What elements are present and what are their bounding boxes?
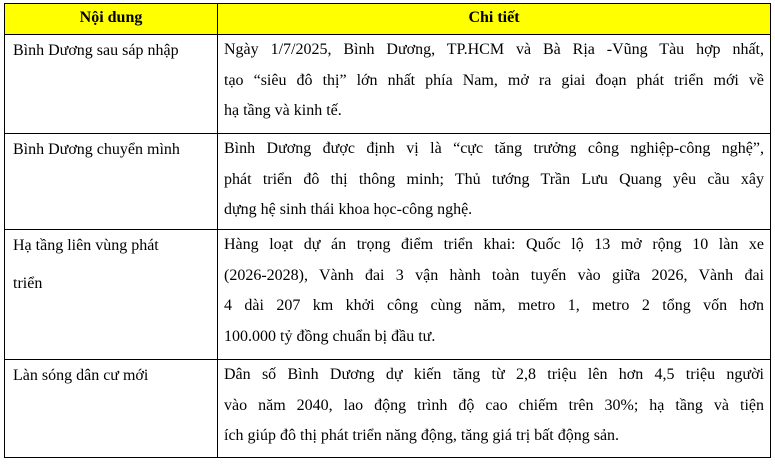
table-row — [5, 35, 771, 134]
row-topic — [5, 230, 218, 360]
row-topic: Làn sóng dân cư mới — [5, 360, 218, 458]
topic-line: triển — [13, 275, 43, 292]
detail-line: hạ tầng và kinh tế. — [224, 102, 342, 120]
detail-line: Bình Dương được định vị là “cực tăng trưởng công nghiệp-công nghệ”, — [224, 140, 764, 157]
table-row — [5, 230, 771, 360]
row-detail — [218, 35, 771, 134]
detail-line: 4 dài 207 km khởi công cùng năm, metro 1, metro 2 tổng vốn hơn — [224, 297, 764, 315]
row-detail — [218, 134, 771, 230]
topic-line: Hạ tầng liên vùng phát — [13, 237, 159, 254]
header-topic: Nội dung — [5, 4, 218, 35]
detail-line: phát triển đô thị thông minh; Thủ tướng Trần Lưu Quang yêu cầu xây — [224, 170, 764, 188]
row-topic: Bình Dương chuyển mình — [5, 134, 218, 230]
content-table — [4, 3, 771, 458]
detail-line: Dân số Bình Dương dự kiến tăng từ 2,8 triệu lên hơn 4,5 triệu người — [224, 366, 764, 383]
detail-line: (2026-2028), Vành đai 3 vận hành toàn tuyến vào giữa 2026, Vành đai — [224, 266, 764, 284]
detail-line: Ngày 1/7/2025, Bình Dương, TP.HCM và Bà Rịa -Vũng Tàu hợp nhất, — [224, 41, 764, 58]
table-row — [5, 134, 771, 230]
detail-line: Hàng loạt dự án trọng điểm triển khai: Quốc lộ 13 mở rộng 10 làn xe — [224, 236, 764, 253]
row-detail — [218, 360, 771, 458]
detail-line: ích giúp đô thị phát triển năng động, tăng giá trị bất động sản. — [224, 427, 620, 445]
header-row — [5, 4, 771, 35]
header-detail: Chi tiết — [218, 4, 771, 35]
row-detail — [218, 230, 771, 360]
detail-line: tạo “siêu đô thị” lớn nhất phía Nam, mở ra giai đoạn phát triển mới về — [224, 71, 764, 89]
row-topic: Bình Dương sau sáp nhập — [5, 35, 218, 134]
table-row — [5, 360, 771, 458]
detail-line: vào năm 2040, lao động trình độ cao chiếm trên 30%; hạ tầng và tiện — [224, 396, 764, 414]
detail-line: dựng hệ sinh thái khoa học-công nghệ. — [224, 201, 473, 219]
detail-line: 100.000 tỷ đồng chuẩn bị đầu tư. — [224, 328, 436, 346]
